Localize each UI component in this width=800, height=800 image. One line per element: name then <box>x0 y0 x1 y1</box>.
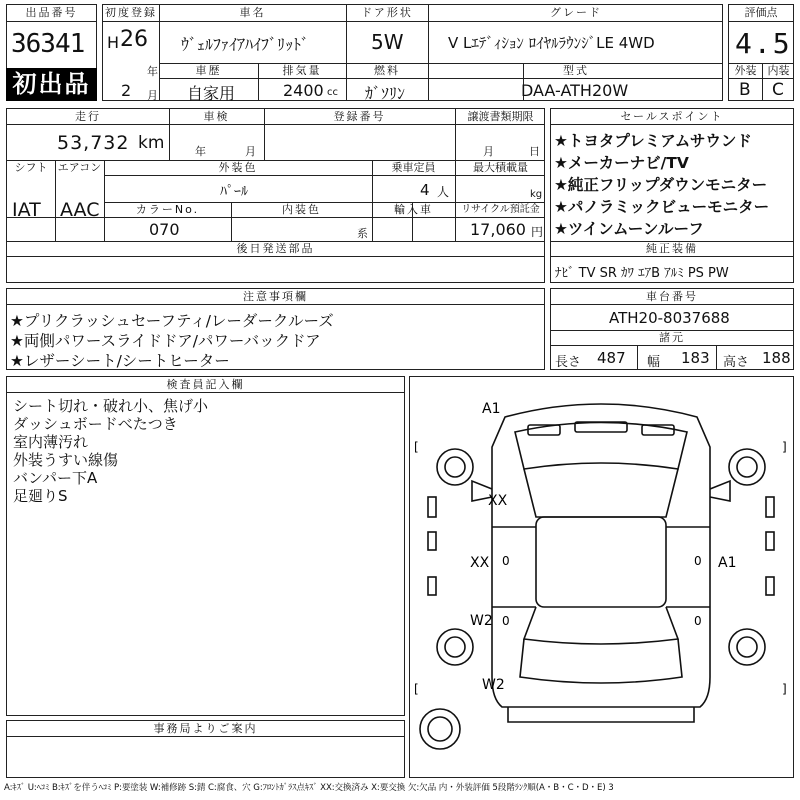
diagram-bracket: ] <box>782 682 787 696</box>
sales-point-item: ★メーカーナビ/TV <box>554 154 689 172</box>
displacement-header: 排気量 <box>282 64 322 77</box>
width-label: 幅 <box>647 355 661 370</box>
main-info-box <box>102 4 723 101</box>
inspector-note: 外装うすい線傷 <box>13 451 119 469</box>
car-name-header: 車名 <box>239 6 266 19</box>
diagram-bracket: ] <box>782 440 787 454</box>
inspector-box <box>6 376 405 716</box>
ac-value: AAC <box>60 199 100 221</box>
door-value: 5W <box>371 30 404 54</box>
caution-item: ★プリクラッシュセーフティ/レーダークルーズ <box>10 312 334 330</box>
car-name-value: ｳﾞｪﾙﾌｧｲｱﾊｲﾌﾞﾘｯﾄﾞ <box>181 35 310 54</box>
first-reg-year-unit: 年 <box>147 65 158 78</box>
first-reg-month-unit: 月 <box>147 89 158 102</box>
cautions-header: 注意事項欄 <box>243 290 308 303</box>
rating-int-label: 内装 <box>767 64 790 77</box>
dimensions-header: 諸元 <box>659 331 685 344</box>
inspector-note: 足廻りS <box>13 487 68 505</box>
max-load-header: 最大積載量 <box>473 161 528 174</box>
vehicle-diagram <box>410 377 793 777</box>
lot-number: 36341 <box>11 29 85 59</box>
lot-header: 出品番号 <box>25 6 78 19</box>
inspection-month-unit: 月 <box>245 145 256 158</box>
transfer-month-unit: 月 <box>483 145 494 158</box>
interior-color-header: 内装色 <box>282 203 321 216</box>
length-value: 487 <box>597 349 626 367</box>
diagram-zero: 0 <box>502 554 510 568</box>
height-value: 188 <box>762 349 791 367</box>
sales-point-item: ★ツインムーンルーフ <box>554 220 704 238</box>
caution-item: ★両側パワースライドドア/パワーバックドア <box>10 332 321 350</box>
inspector-note: ダッシュボードべたつき <box>13 415 178 433</box>
chassis-value: ATH20-8037688 <box>609 309 730 327</box>
width-value: 183 <box>681 349 710 367</box>
grade-header: グレード <box>550 6 602 19</box>
model-value: DAA-ATH20W <box>521 81 629 100</box>
import-header: 輸入車 <box>394 203 433 216</box>
diagram-bracket: [ <box>414 440 419 454</box>
damage-mark: XX <box>470 555 490 571</box>
transfer-day-unit: 日 <box>529 145 540 158</box>
cautions-box <box>6 288 545 370</box>
shift-header: シフト <box>14 161 48 174</box>
capacity-header: 乗車定員 <box>391 161 436 174</box>
fuel-value: ｶﾞｿﾘﾝ <box>365 84 406 103</box>
sales-point-item: ★純正フリップダウンモニター <box>554 176 768 194</box>
lot-box <box>6 4 97 101</box>
recycle-value: 17,060 <box>470 220 526 239</box>
rating-ext-value: B <box>739 80 751 100</box>
mileage-unit: km <box>138 133 165 153</box>
caution-item: ★レザーシート/シートヒーター <box>10 352 230 370</box>
legend-text: A:ｷｽﾞ U:ﾍｺﾐ B:ｷｽﾞを伴うﾍｺﾐ P:要塗装 W:補修跡 S:錆 C:腐食、穴 G:ﾌﾛﾝﾄｶﾞﾗｽ点ｷｽﾞ XX:交換済み X:要交換 欠:欠品 内・外装評価 5段階ﾗﾝｸ順(A・B・C・D・E) 3 <box>4 783 614 793</box>
interior-color-unit: 系 <box>357 227 368 240</box>
rating-score: 4.5 <box>735 27 792 60</box>
damage-mark: W2 <box>470 613 493 629</box>
first-reg-era: H <box>107 33 120 52</box>
rating-box <box>728 4 794 101</box>
color-no-header: カラーNo. <box>135 203 200 216</box>
rating-ext-label: 外装 <box>734 64 757 77</box>
office-box <box>6 720 405 778</box>
transfer-header: 譲渡書類期限 <box>467 110 534 123</box>
damage-mark: XX <box>488 493 508 509</box>
sales-point-item: ★トヨタプレミアムサウンド <box>554 132 752 150</box>
inspector-note: 室内薄汚れ <box>13 433 89 451</box>
damage-mark: W2 <box>482 677 505 693</box>
first-reg-header: 初度登録 <box>105 6 157 19</box>
diagram-bracket: [ <box>414 682 419 696</box>
ac-header: エアコン <box>57 161 102 174</box>
door-header: ドア形状 <box>361 6 413 19</box>
max-load-unit: kg <box>530 189 543 200</box>
first-reg-month: 2 <box>121 81 132 100</box>
height-label: 高さ <box>723 355 750 370</box>
first-listing-badge: 初出品 <box>6 68 97 101</box>
sales-point-item: ★パノラミックビューモニター <box>554 198 770 216</box>
capacity-value: 4 <box>420 181 430 199</box>
model-header: 型式 <box>563 64 589 77</box>
inspection-header: 車検 <box>203 110 230 123</box>
length-label: 長さ <box>555 355 582 370</box>
diagram-zero: 0 <box>502 614 510 628</box>
color-no-value: 070 <box>149 220 180 239</box>
diagram-zero: 0 <box>694 614 702 628</box>
later-parts-header: 後日発送部品 <box>236 242 315 255</box>
diagram-zero: 0 <box>694 554 702 568</box>
chassis-header: 車台番号 <box>646 290 698 303</box>
history-value: 自家用 <box>187 84 236 103</box>
history-header: 車歴 <box>195 64 222 77</box>
mileage-header: 走行 <box>75 110 101 123</box>
mileage-value: 53,732 <box>57 132 130 154</box>
registration-header: 登録番号 <box>333 110 386 123</box>
exterior-color-value: ﾊﾟｰﾙ <box>220 184 248 200</box>
rating-int-value: C <box>772 80 784 100</box>
inspector-note: シート切れ・破れ小、焦げ小 <box>13 397 209 415</box>
displacement-value: 2400 <box>283 81 324 100</box>
damage-mark: A1 <box>482 401 501 417</box>
shift-value: IAT <box>12 199 41 221</box>
capacity-unit: 人 <box>437 185 450 199</box>
inspector-note: バンパー下A <box>13 469 98 487</box>
damage-mark: A1 <box>718 555 737 571</box>
vehicle-diagram-box <box>409 376 794 778</box>
fuel-header: 燃料 <box>374 64 400 77</box>
chassis-box <box>550 288 794 370</box>
spec-box <box>6 108 545 283</box>
displacement-unit: cc <box>327 87 338 98</box>
standard-equipment-header: 純正装備 <box>646 242 698 255</box>
exterior-color-header: 外装色 <box>218 161 258 174</box>
vehicle-outline <box>420 404 774 749</box>
grade-value: V Lｴﾃﾞｨｼｮﾝ ﾛｲﾔﾙﾗｳﾝｼﾞLE 4WD <box>448 34 655 52</box>
recycle-unit: 円 <box>531 225 544 239</box>
inspection-year-unit: 年 <box>195 145 206 158</box>
standard-equipment-value: ﾅﾋﾞ TV SR ｶﾜ ｴｱB ｱﾙﾐ PS PW <box>555 266 729 281</box>
rating-header: 評価点 <box>744 6 778 19</box>
office-header: 事務局よりご案内 <box>153 722 258 735</box>
sales-points-box <box>550 108 794 283</box>
inspector-header: 検査員記入欄 <box>166 378 245 391</box>
recycle-header: リサイクル預託金 <box>461 204 540 215</box>
sales-points-header: セールスポイント <box>620 110 724 123</box>
first-reg-year: 26 <box>120 27 148 52</box>
